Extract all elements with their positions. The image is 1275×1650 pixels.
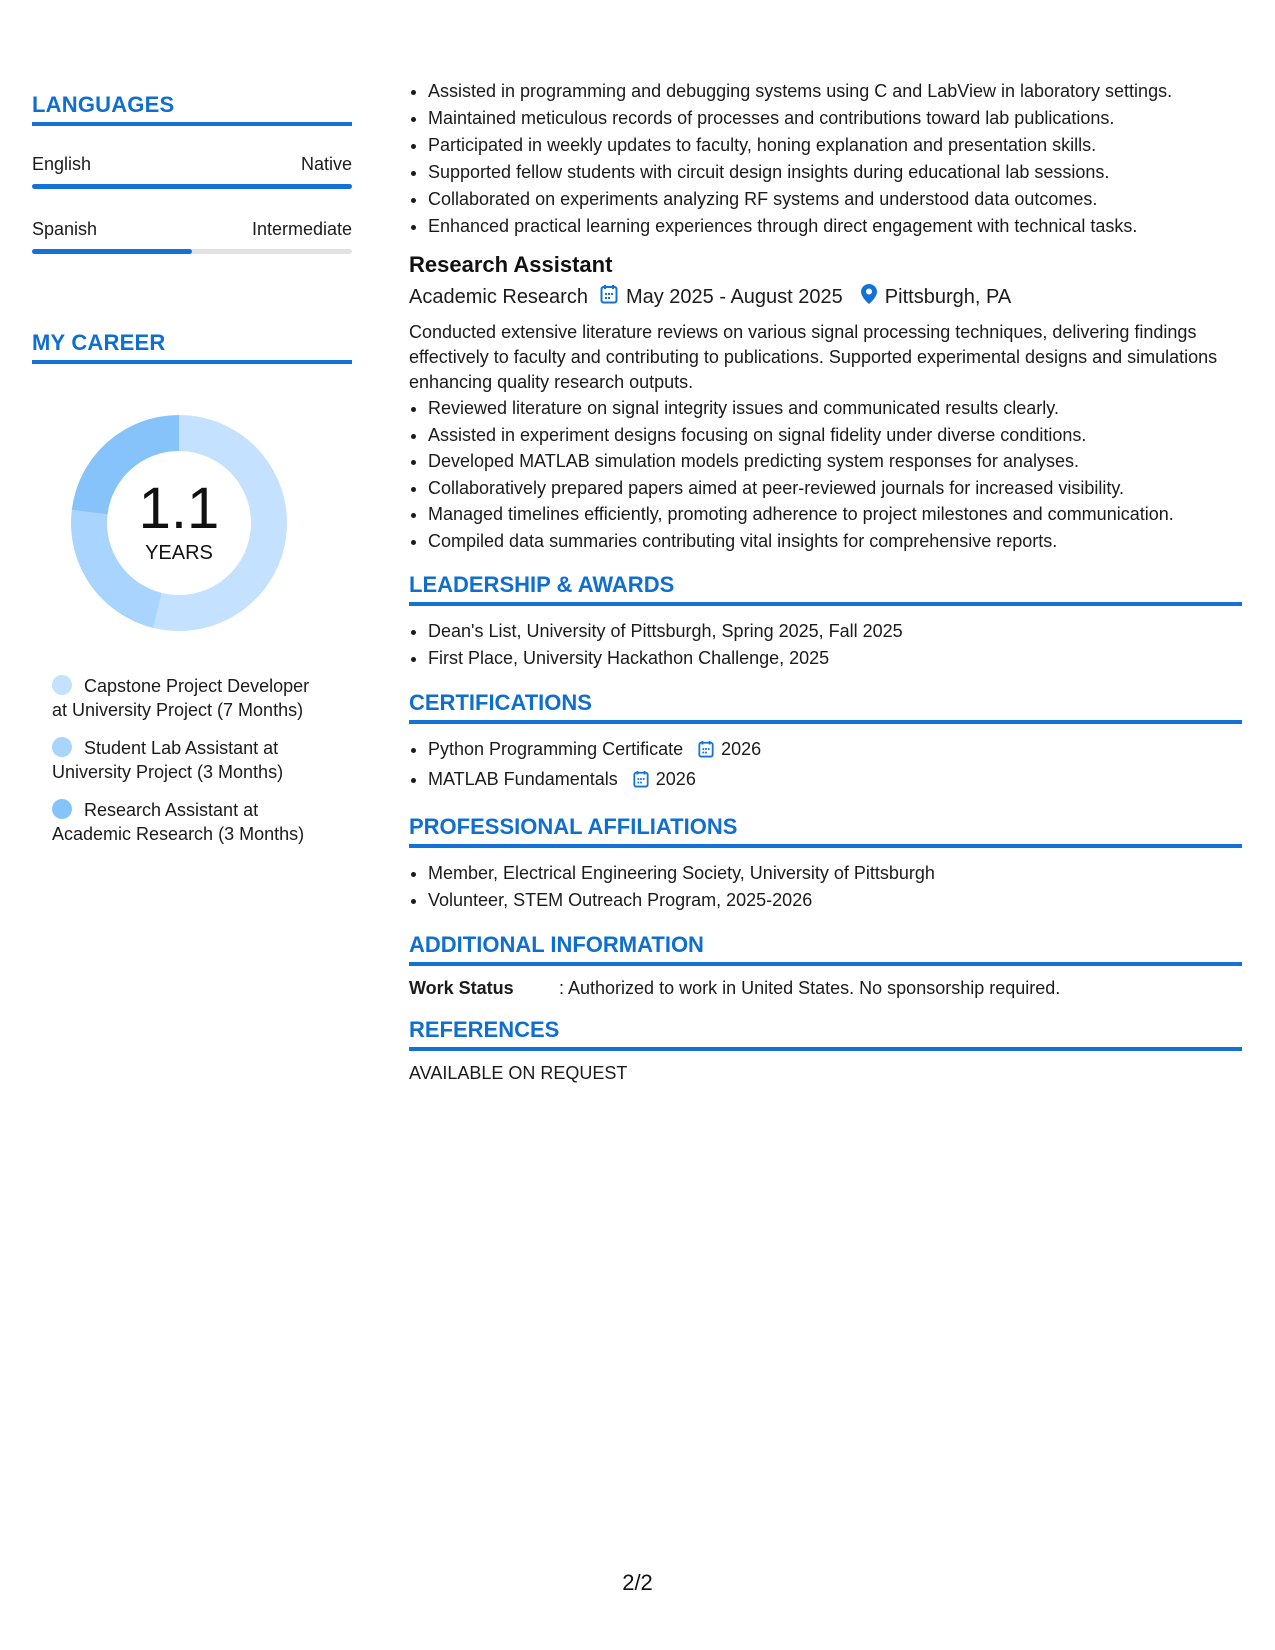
certifications-heading: CERTIFICATIONS	[409, 690, 1242, 724]
additional-info-heading: ADDITIONAL INFORMATION	[409, 932, 1242, 966]
work-status-row	[409, 978, 1242, 999]
bullet-item: • Reviewed literature on signal integrity issues and communicated results clearly.	[428, 395, 1242, 422]
language-item	[32, 219, 352, 254]
job-description: Conducted extensive literature reviews on various signal processing techniques, delivering findings effectively to faculty and contributing to publications. Supported experimental designs and simulations enhancing quality research outputs.	[409, 322, 1218, 392]
job-location: Pittsburgh, PA	[884, 285, 1012, 308]
affiliations-heading: PROFESSIONAL AFFILIATIONS	[409, 814, 1242, 848]
career-legend	[52, 674, 352, 846]
legend-dot	[52, 799, 72, 819]
language-item	[32, 154, 352, 189]
career-legend-item	[52, 674, 322, 722]
bullet-item: • Collaborated on experiments analyzing RF systems and understood data outcomes.	[428, 186, 1242, 213]
language-level: Intermediate	[251, 219, 352, 239]
bullet-item: • Enhanced practical learning experiences through direct engagement with technical tasks.	[428, 213, 1242, 240]
career-legend-label: Student Lab Assistant at University Project (3 Months)	[52, 738, 284, 782]
career-heading: MY CAREER	[32, 330, 352, 364]
certification-year: 2026	[655, 769, 696, 789]
certification-name: MATLAB Fundamentals	[428, 769, 618, 789]
bullet-item: • Member, Electrical Engineering Society, University of Pittsburgh	[428, 860, 1242, 887]
affiliations-list	[409, 860, 1242, 914]
calendar-icon	[698, 739, 714, 766]
legend-dot	[52, 675, 72, 695]
map-pin-icon	[861, 284, 877, 310]
page-number: 2/2	[622, 1570, 653, 1595]
career-legend-item	[52, 798, 322, 846]
career-total-value: 1.1	[138, 476, 220, 541]
bullet-item: • Maintained meticulous records of processes and contributions toward lab publications.	[428, 105, 1242, 132]
languages-heading: LANGUAGES	[32, 92, 352, 126]
career-donut-chart	[64, 408, 294, 638]
certification-item	[428, 766, 1242, 796]
language-level: Native	[300, 154, 352, 174]
language-proficiency-bar	[32, 184, 352, 189]
job-company: Academic Research	[409, 285, 588, 308]
language-proficiency-fill	[32, 184, 352, 189]
language-name: Spanish	[32, 219, 98, 239]
leadership-heading: LEADERSHIP & AWARDS	[409, 572, 1242, 606]
bullet-item: • Dean's List, University of Pittsburgh, Spring 2025, Fall 2025	[428, 618, 1242, 645]
bullet-item: • First Place, University Hackathon Challenge, 2025	[428, 645, 1242, 672]
bullet-item: • Developed MATLAB simulation models predicting system responses for analyses.	[428, 448, 1242, 475]
bullet-item: • Volunteer, STEM Outreach Program, 2025-2026	[428, 887, 1242, 914]
career-legend-item	[52, 736, 322, 784]
bullet-item: • Collaboratively prepared papers aimed at peer-reviewed journals for increased visibility.	[428, 475, 1242, 502]
certifications-list	[409, 736, 1242, 796]
sidebar	[32, 92, 352, 860]
legend-dot	[52, 737, 72, 757]
job-title: Research Assistant	[409, 252, 613, 277]
bullet-item: • Supported fellow students with circuit design insights during educational lab sessions.	[428, 159, 1242, 186]
references-text: AVAILABLE ON REQUEST	[409, 1063, 628, 1083]
job-meta	[409, 284, 1242, 310]
bullet-item: • Assisted in experiment designs focusing on signal fidelity under diverse conditions.	[428, 422, 1242, 449]
certification-item	[428, 736, 1242, 766]
work-status-label: Work Status	[409, 978, 514, 998]
career-total-unit: YEARS	[145, 542, 213, 564]
certification-year: 2026	[721, 739, 762, 759]
calendar-icon	[600, 284, 618, 310]
main-column	[409, 78, 1242, 1084]
bullet-item: • Assisted in programming and debugging systems using C and LabView in laboratory settings.	[428, 78, 1242, 105]
work-status-value: : Authorized to work in United States. No sponsorship required.	[559, 978, 1061, 998]
references-heading: REFERENCES	[409, 1017, 1242, 1051]
bullet-item: • Participated in weekly updates to faculty, honing explanation and presentation skills.	[428, 132, 1242, 159]
job-dates: May 2025 - August 2025	[625, 285, 843, 308]
career-legend-label: Research Assistant at Academic Research (3 Months)	[52, 800, 305, 844]
leadership-list	[409, 618, 1242, 672]
career-legend-label: Capstone Project Developer at University Project (7 Months)	[52, 676, 310, 720]
bullet-item: • Managed timelines efficiently, promoting adherence to project milestones and communication.	[428, 501, 1242, 528]
language-proficiency-fill	[32, 249, 192, 254]
certification-name: Python Programming Certificate	[428, 739, 684, 759]
calendar-icon	[633, 769, 649, 796]
job-bullets	[409, 395, 1242, 554]
bullet-item: • Compiled data summaries contributing vital insights for comprehensive reports.	[428, 528, 1242, 555]
language-name: English	[32, 154, 92, 174]
language-proficiency-bar	[32, 249, 352, 254]
previous-job-bullets	[409, 78, 1242, 240]
